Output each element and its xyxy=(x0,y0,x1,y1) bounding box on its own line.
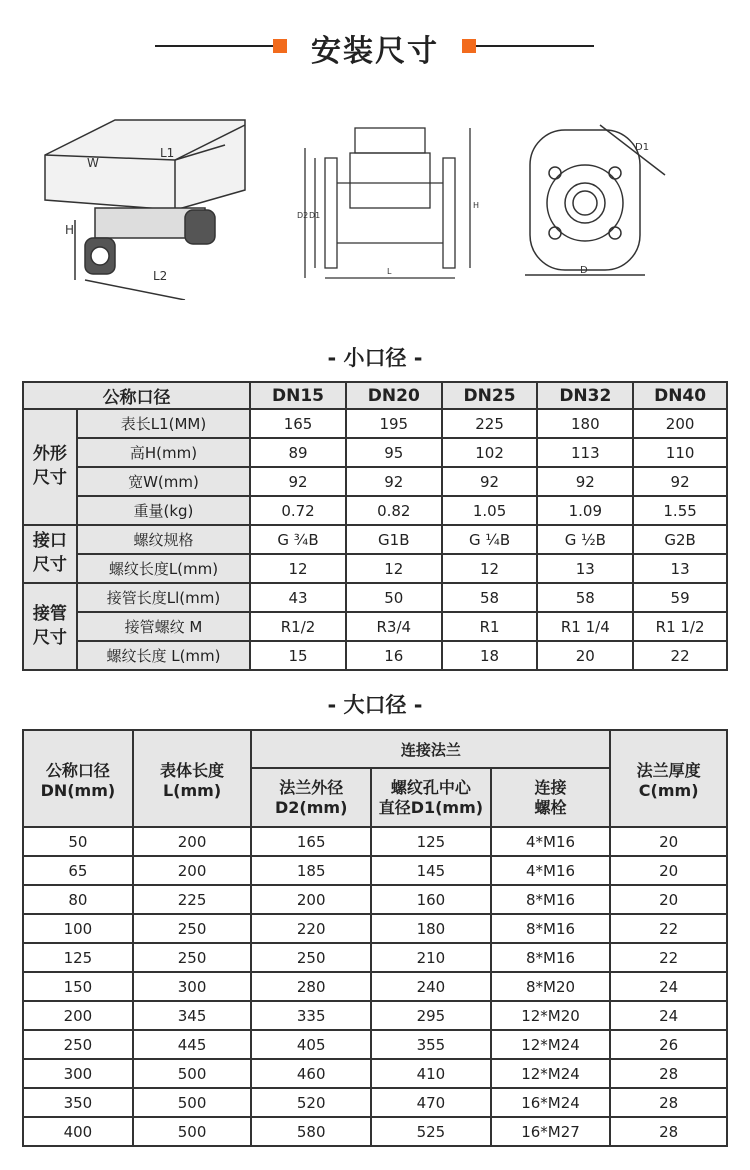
table-row xyxy=(23,554,727,583)
table-row xyxy=(23,1030,727,1059)
table-row xyxy=(23,1059,727,1088)
table-cell: 125 xyxy=(371,827,491,856)
table-cell: 460 xyxy=(251,1059,371,1088)
table-row xyxy=(23,496,727,525)
table-cell: 28 xyxy=(610,1117,727,1146)
table-cell: 95 xyxy=(346,438,442,467)
flange-front-drawing xyxy=(520,115,670,285)
table-cell: 335 xyxy=(251,1001,371,1030)
table-row xyxy=(23,1088,727,1117)
table-cell: 58 xyxy=(537,583,633,612)
table-cell: 15 xyxy=(250,641,346,670)
table-row xyxy=(23,641,727,670)
table-cell: 240 xyxy=(371,972,491,1001)
table-cell: 150 xyxy=(23,972,133,1001)
table-cell: 43 xyxy=(250,583,346,612)
table-cell: 20 xyxy=(610,885,727,914)
table-cell: G2B xyxy=(633,525,727,554)
group-label: 外形 尺寸 xyxy=(23,409,77,525)
table-cell: 102 xyxy=(442,438,538,467)
header-flange: 连接法兰 xyxy=(251,730,610,768)
table-row xyxy=(23,827,727,856)
table-row xyxy=(23,943,727,972)
svg-text:D1: D1 xyxy=(309,211,321,220)
table-cell: 200 xyxy=(23,1001,133,1030)
table-cell: R1 xyxy=(442,612,538,641)
table-cell: 16*M27 xyxy=(491,1117,611,1146)
table-cell: 445 xyxy=(133,1030,252,1059)
table-cell: 13 xyxy=(633,554,727,583)
table-cell: 92 xyxy=(250,467,346,496)
group-label: 接管 尺寸 xyxy=(23,583,77,670)
table-cell: R1 1/4 xyxy=(537,612,633,641)
table-cell: 28 xyxy=(610,1059,727,1088)
table-cell: 92 xyxy=(442,467,538,496)
table-cell: 92 xyxy=(346,467,442,496)
svg-text:W: W xyxy=(87,156,99,170)
table-cell: 250 xyxy=(133,943,252,972)
table-cell: 8*M20 xyxy=(491,972,611,1001)
table-cell: 100 xyxy=(23,914,133,943)
column-header: DN40 xyxy=(633,382,727,409)
table-cell: G1B xyxy=(346,525,442,554)
table-cell: 580 xyxy=(251,1117,371,1146)
table-cell: 22 xyxy=(610,914,727,943)
table-cell: 280 xyxy=(251,972,371,1001)
table-cell: 350 xyxy=(23,1088,133,1117)
table-cell: 165 xyxy=(251,827,371,856)
table-cell: G ¾B xyxy=(250,525,346,554)
svg-text:H: H xyxy=(473,201,480,210)
table-cell: 28 xyxy=(610,1088,727,1117)
table-row xyxy=(23,438,727,467)
svg-text:L1: L1 xyxy=(160,146,175,160)
table-cell: 92 xyxy=(633,467,727,496)
svg-text:L: L xyxy=(387,267,392,276)
table-cell: R1 1/2 xyxy=(633,612,727,641)
table-cell: 1.05 xyxy=(442,496,538,525)
corner-header: 公称口径 xyxy=(23,382,250,409)
column-header: DN25 xyxy=(442,382,538,409)
svg-text:L2: L2 xyxy=(153,269,168,283)
small-bore-table xyxy=(22,381,728,671)
row-label: 螺纹规格 xyxy=(77,525,250,554)
table-row xyxy=(23,612,727,641)
svg-text:D2: D2 xyxy=(297,211,309,220)
table-cell: 295 xyxy=(371,1001,491,1030)
table-cell: 200 xyxy=(633,409,727,438)
large-bore-table xyxy=(22,729,728,1147)
table-cell: 400 xyxy=(23,1117,133,1146)
svg-text:D: D xyxy=(580,265,588,276)
table-row xyxy=(23,409,727,438)
table-row xyxy=(23,1001,727,1030)
table-cell: 12 xyxy=(250,554,346,583)
table-cell: 13 xyxy=(537,554,633,583)
table-row xyxy=(23,972,727,1001)
column-header: DN15 xyxy=(250,382,346,409)
table-cell: 50 xyxy=(23,827,133,856)
divider xyxy=(476,45,594,47)
table-row xyxy=(23,525,727,554)
table-row xyxy=(23,885,727,914)
table-cell: 220 xyxy=(251,914,371,943)
table-cell: 345 xyxy=(133,1001,252,1030)
table-cell: 20 xyxy=(537,641,633,670)
table-cell: 520 xyxy=(251,1088,371,1117)
table-cell: 4*M16 xyxy=(491,856,611,885)
table-cell: 470 xyxy=(371,1088,491,1117)
table-cell: 113 xyxy=(537,438,633,467)
header-length: 表体长度 L(mm) xyxy=(133,730,252,827)
table-row xyxy=(23,856,727,885)
table-cell: 125 xyxy=(23,943,133,972)
table-cell: 0.82 xyxy=(346,496,442,525)
table-cell: G ¼B xyxy=(442,525,538,554)
table-cell: 180 xyxy=(537,409,633,438)
table-cell: 1.09 xyxy=(537,496,633,525)
table-cell: 22 xyxy=(610,943,727,972)
table-cell: 0.72 xyxy=(250,496,346,525)
flange-side-drawing xyxy=(295,118,485,288)
table-cell: 145 xyxy=(371,856,491,885)
table-cell: 405 xyxy=(251,1030,371,1059)
table-cell: 300 xyxy=(23,1059,133,1088)
table-cell: 110 xyxy=(633,438,727,467)
table-cell: 525 xyxy=(371,1117,491,1146)
table-cell: 355 xyxy=(371,1030,491,1059)
header-d1: 螺纹孔中心 直径D1(mm) xyxy=(371,768,491,827)
table-cell: 200 xyxy=(251,885,371,914)
table-cell: 20 xyxy=(610,856,727,885)
table-cell: 225 xyxy=(442,409,538,438)
table-cell: 500 xyxy=(133,1088,252,1117)
table-cell: 20 xyxy=(610,827,727,856)
row-label: 重量(kg) xyxy=(77,496,250,525)
table-cell: 195 xyxy=(346,409,442,438)
row-label: 螺纹长度 L(mm) xyxy=(77,641,250,670)
table-cell: 250 xyxy=(23,1030,133,1059)
table-cell: 65 xyxy=(23,856,133,885)
table-cell: 165 xyxy=(250,409,346,438)
table-cell: 180 xyxy=(371,914,491,943)
header-thickness: 法兰厚度 C(mm) xyxy=(610,730,727,827)
header-bolt: 连接 螺栓 xyxy=(491,768,611,827)
table-cell: 58 xyxy=(442,583,538,612)
table-row xyxy=(23,914,727,943)
table-cell: 500 xyxy=(133,1117,252,1146)
svg-text:D1: D1 xyxy=(635,142,650,153)
orange-square-icon xyxy=(462,39,476,53)
table-cell: 12 xyxy=(442,554,538,583)
table-cell: R1/2 xyxy=(250,612,346,641)
row-label: 螺纹长度L(mm) xyxy=(77,554,250,583)
table-cell: 210 xyxy=(371,943,491,972)
table-cell: 225 xyxy=(133,885,252,914)
table-cell: R3/4 xyxy=(346,612,442,641)
table-cell: 26 xyxy=(610,1030,727,1059)
table-cell: 59 xyxy=(633,583,727,612)
row-label: 宽W(mm) xyxy=(77,467,250,496)
table-row xyxy=(23,1117,727,1146)
table-cell: 18 xyxy=(442,641,538,670)
table-cell: 200 xyxy=(133,827,252,856)
small-meter-drawing xyxy=(35,100,250,300)
table-cell: 250 xyxy=(251,943,371,972)
table-row xyxy=(23,467,727,496)
table-cell: 12 xyxy=(346,554,442,583)
header-d2: 法兰外径 D2(mm) xyxy=(251,768,371,827)
table-cell: 22 xyxy=(633,641,727,670)
column-header: DN20 xyxy=(346,382,442,409)
table-cell: 8*M16 xyxy=(491,943,611,972)
small-bore-heading: - 小口径 - xyxy=(327,346,423,370)
title-text: 安装尺寸 xyxy=(311,34,439,69)
table-cell: 1.55 xyxy=(633,496,727,525)
column-header: DN32 xyxy=(537,382,633,409)
table-cell: 12*M24 xyxy=(491,1030,611,1059)
row-label: 接管长度Ll(mm) xyxy=(77,583,250,612)
row-label: 接管螺纹 M xyxy=(77,612,250,641)
table-cell: 80 xyxy=(23,885,133,914)
table-cell: 12*M24 xyxy=(491,1059,611,1088)
table-cell: 24 xyxy=(610,972,727,1001)
group-label: 接口 尺寸 xyxy=(23,525,77,583)
table-cell: 500 xyxy=(133,1059,252,1088)
row-label: 表长L1(MM) xyxy=(77,409,250,438)
table-row xyxy=(23,583,727,612)
table-cell: 50 xyxy=(346,583,442,612)
row-label: 高H(mm) xyxy=(77,438,250,467)
svg-text:H: H xyxy=(65,223,75,237)
table-cell: 8*M16 xyxy=(491,885,611,914)
table-cell: 92 xyxy=(537,467,633,496)
table-cell: 160 xyxy=(371,885,491,914)
header-dn: 公称口径 DN(mm) xyxy=(23,730,133,827)
table-cell: 4*M16 xyxy=(491,827,611,856)
section-title xyxy=(0,22,750,70)
table-cell: 8*M16 xyxy=(491,914,611,943)
table-cell: 16 xyxy=(346,641,442,670)
table-cell: 89 xyxy=(250,438,346,467)
table-cell: 250 xyxy=(133,914,252,943)
table-cell: 12*M20 xyxy=(491,1001,611,1030)
table-cell: 24 xyxy=(610,1001,727,1030)
table-cell: 300 xyxy=(133,972,252,1001)
table-cell: G ½B xyxy=(537,525,633,554)
table-cell: 16*M24 xyxy=(491,1088,611,1117)
table-cell: 200 xyxy=(133,856,252,885)
table-cell: 185 xyxy=(251,856,371,885)
large-bore-heading: - 大口径 - xyxy=(327,693,423,717)
table-cell: 410 xyxy=(371,1059,491,1088)
